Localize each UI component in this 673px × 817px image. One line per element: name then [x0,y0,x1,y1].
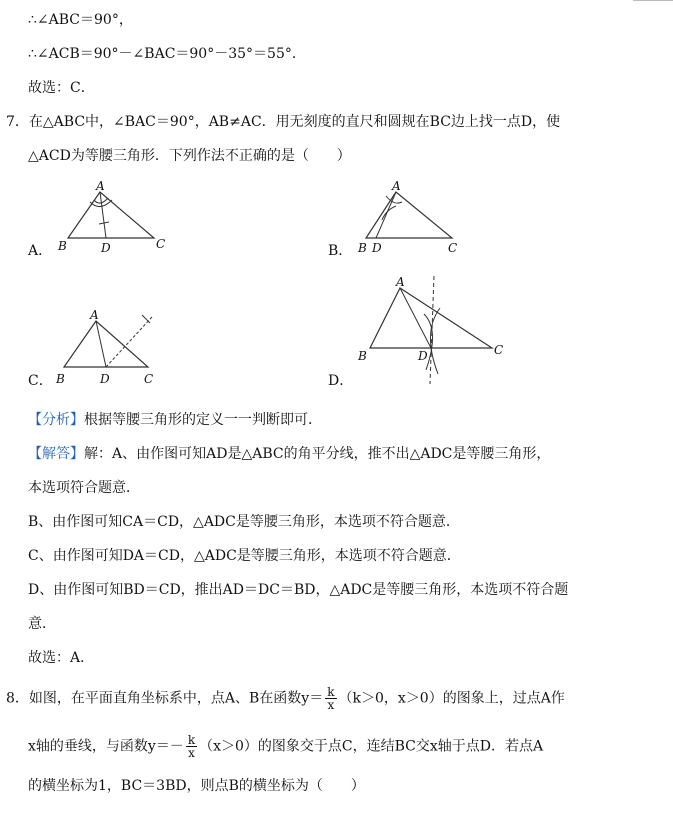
fraction-denominator: x [327,698,335,712]
q8-text-1: 8．如图，在平面直角坐标系中，点A、B在函数y＝ [6,690,324,707]
label-c: C [494,343,504,357]
label-d: D [101,241,111,255]
answer-line-a [28,444,550,464]
label-a: A [96,179,105,193]
answer-line-a2: 本选项符合题意． [28,480,140,496]
option-d-label: D． [328,373,354,389]
answer-line-d2: 意． [28,616,56,632]
label-d: D [372,241,382,255]
fraction-numerator: k [327,685,335,699]
solution-line-1: ∴∠ABC＝90°， [28,12,133,28]
question-8-line-3: 的横坐标为1，BC＝3BD，则点B的横坐标为（ ） [28,778,365,794]
question-7-line-2: △ACD为等腰三角形．下列作法不正确的是（ ） [28,148,351,164]
label-a: A [90,308,99,322]
page-corner-line [633,0,673,1]
label-b: B [56,372,65,386]
label-d: D [100,372,110,386]
option-c-label: C． [28,373,53,389]
option-b-figure [356,180,476,255]
label-d: D [418,349,428,363]
triangle-abc [370,288,492,348]
fraction-k-over-x [325,686,336,711]
arc-cross [142,315,150,323]
solution-line-3: 故选：C． [28,80,95,96]
q8-text-2: x轴的垂线，与函数y＝－ [28,738,184,755]
analysis-line [28,410,322,430]
analysis-tag: 【分析】 [28,412,84,428]
fraction-denominator-2: x [188,746,195,760]
triangle-abc [64,321,148,367]
segment-ad [376,192,396,238]
triangle-abc [68,192,154,238]
option-a-label: A． [28,243,53,259]
q8-text-2b: （x＞0）的图象交于点C，连结BC交x轴于点D．若点A [199,738,544,755]
option-b-label: B． [328,243,353,259]
option-c-figure [56,305,176,385]
analysis-text: 根据等腰三角形的定义一一判断即可． [84,412,322,428]
option-d-figure [356,274,516,386]
fraction-numerator-2: k [187,733,196,747]
label-c: C [448,241,458,255]
answer-line-b: B、由作图可知CA＝CD，△ADC是等腰三角形，本选项不符合题意． [28,514,460,530]
perpendicular-bisector [106,317,152,367]
answer-final: 故选：A． [28,650,95,666]
label-c: C [144,372,154,386]
label-b: B [358,241,367,255]
segment-ad [400,288,431,348]
option-a-figure [56,180,176,255]
label-b: B [358,349,367,363]
fraction-k-over-x-2 [186,734,197,759]
label-b: B [58,239,67,253]
bisector-ad [100,192,106,238]
label-a: A [392,179,401,193]
q8-text-1b: （k＞0，x＞0）的图象上，过点A作 [338,690,565,707]
label-c: C [156,237,166,251]
answer-line-d: D、由作图可知BD＝CD，推出AD＝DC＝BD，△ADC是等腰三角形，本选项不符合题 [28,582,569,598]
answer-line-c: C、由作图可知DA＝CD，△ADC是等腰三角形，本选项不符合题意． [28,548,461,564]
question-8-line-1 [6,686,565,711]
question-7-line-1: 7．在△ABC中，∠BAC＝90°，AB≠AC．用无刻度的直尺和圆规在BC边上找一点D，使 [6,114,561,130]
question-8-line-2 [28,734,543,759]
answer-tag: 【解答】 [28,446,84,462]
solution-line-2: ∴∠ACB＝90°－∠BAC＝90°－35°＝55°． [28,46,306,62]
answer-a-text: 解：A、由作图可知AD是△ABC的角平分线，推不出△ADC是等腰三角形， [84,446,551,462]
label-a: A [396,275,405,289]
